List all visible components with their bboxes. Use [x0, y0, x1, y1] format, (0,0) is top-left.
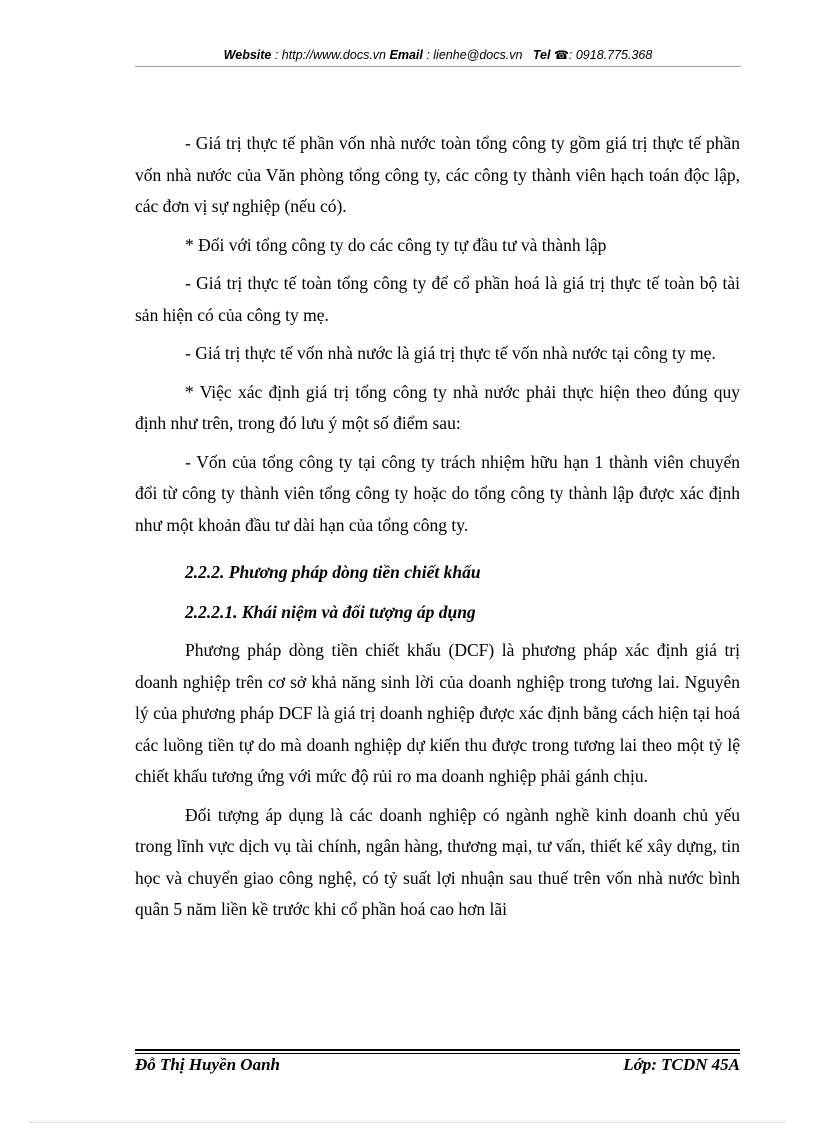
- paragraph-8: Đối tượng áp dụng là các doanh nghiệp có ngành nghề kinh doanh chủ yếu trong lĩnh vực dịch vụ tài chính, ngân hàng, thương mại, tư vấn, thiết kế xây dựng, tin học và chuyển giao công nghệ, có tỷ suất lợi nhuận sau thuế trên vốn nhà nước bình quân 5 năm liền kề trước khi cổ phần hoá cao hơn lãi: [135, 804, 740, 919]
- author-name: Đỗ Thị Huyền Oanh: [135, 1055, 280, 1074]
- paragraph-6: - Vốn của tổng công ty tại công ty trách nhiệm hữu hạn 1 thành viên chuyển đổi từ công ty thành viên tổng công ty hoặc do tổng công ty thành lập được xác định như một khoản đầu tư dài hạn của tổng công ty.: [135, 451, 740, 535]
- email-separator: :: [422, 48, 434, 62]
- footer-rule-thick: [135, 1049, 740, 1051]
- section-heading: 2.2.2. Phương pháp dòng tiền chiết khấu: [185, 562, 481, 582]
- paragraph-1: - Giá trị thực tế phần vốn nhà nước toàn tổng công ty gồm giá trị thực tế phần vốn nhà nước của Văn phòng tổng công ty, các công ty thành viên hạch toán độc lập, các đơn vị sự nghiệp (nếu có).: [135, 133, 740, 216]
- document-body: [135, 128, 740, 926]
- page-header: [135, 46, 741, 67]
- subsection-heading: 2.2.2.1. Khái niệm và đối tượng áp dụng: [185, 601, 476, 622]
- tel-number: : 0918.775.368: [568, 48, 653, 62]
- email-address[interactable]: lienhe@docs.vn: [433, 48, 523, 62]
- paragraph-7: Phương pháp dòng tiền chiết khấu (DCF) là phương pháp xác định giá trị doanh nghiệp trên cơ sở khả năng sinh lời của doanh nghiệp trong tương lai. Nguyên lý của phương pháp DCF là giá trị doanh nghiệp được xác định bằng cách hiện tại hoá các luồng tiền tự do mà doanh nghiệp dự kiến thu được trong tương lai theo một tỷ lệ chiết khấu tương ứng với mức độ rủi ro ma doanh nghiệp phải gánh chịu.: [135, 640, 740, 786]
- paragraph-4: - Giá trị thực tế vốn nhà nước là giá trị thực tế vốn nhà nước tại công ty mẹ.: [185, 343, 716, 363]
- phone-icon: ☎: [553, 48, 569, 62]
- tel-label: Tel: [532, 48, 551, 62]
- paragraph-5: * Việc xác định giá trị tổng công ty nhà nước phải thực hiện theo đúng quy định như trên, trong đó lưu ý một số điểm sau:: [135, 381, 740, 433]
- website-url[interactable]: http://www.docs.vn: [281, 48, 387, 62]
- class-label: Lớp: TCDN 45A: [623, 1055, 740, 1074]
- website-label: Website: [223, 48, 272, 62]
- email-label: Email: [389, 48, 423, 62]
- paragraph-2: * Đối với tổng công ty do các công ty tự đầu tư và thành lập: [185, 234, 607, 255]
- website-separator: :: [271, 48, 282, 62]
- paragraph-3: - Giá trị thực tế toàn tổng công ty để cổ phần hoá là giá trị thực tế toàn bộ tài sản hiện có của công ty mẹ.: [135, 273, 740, 325]
